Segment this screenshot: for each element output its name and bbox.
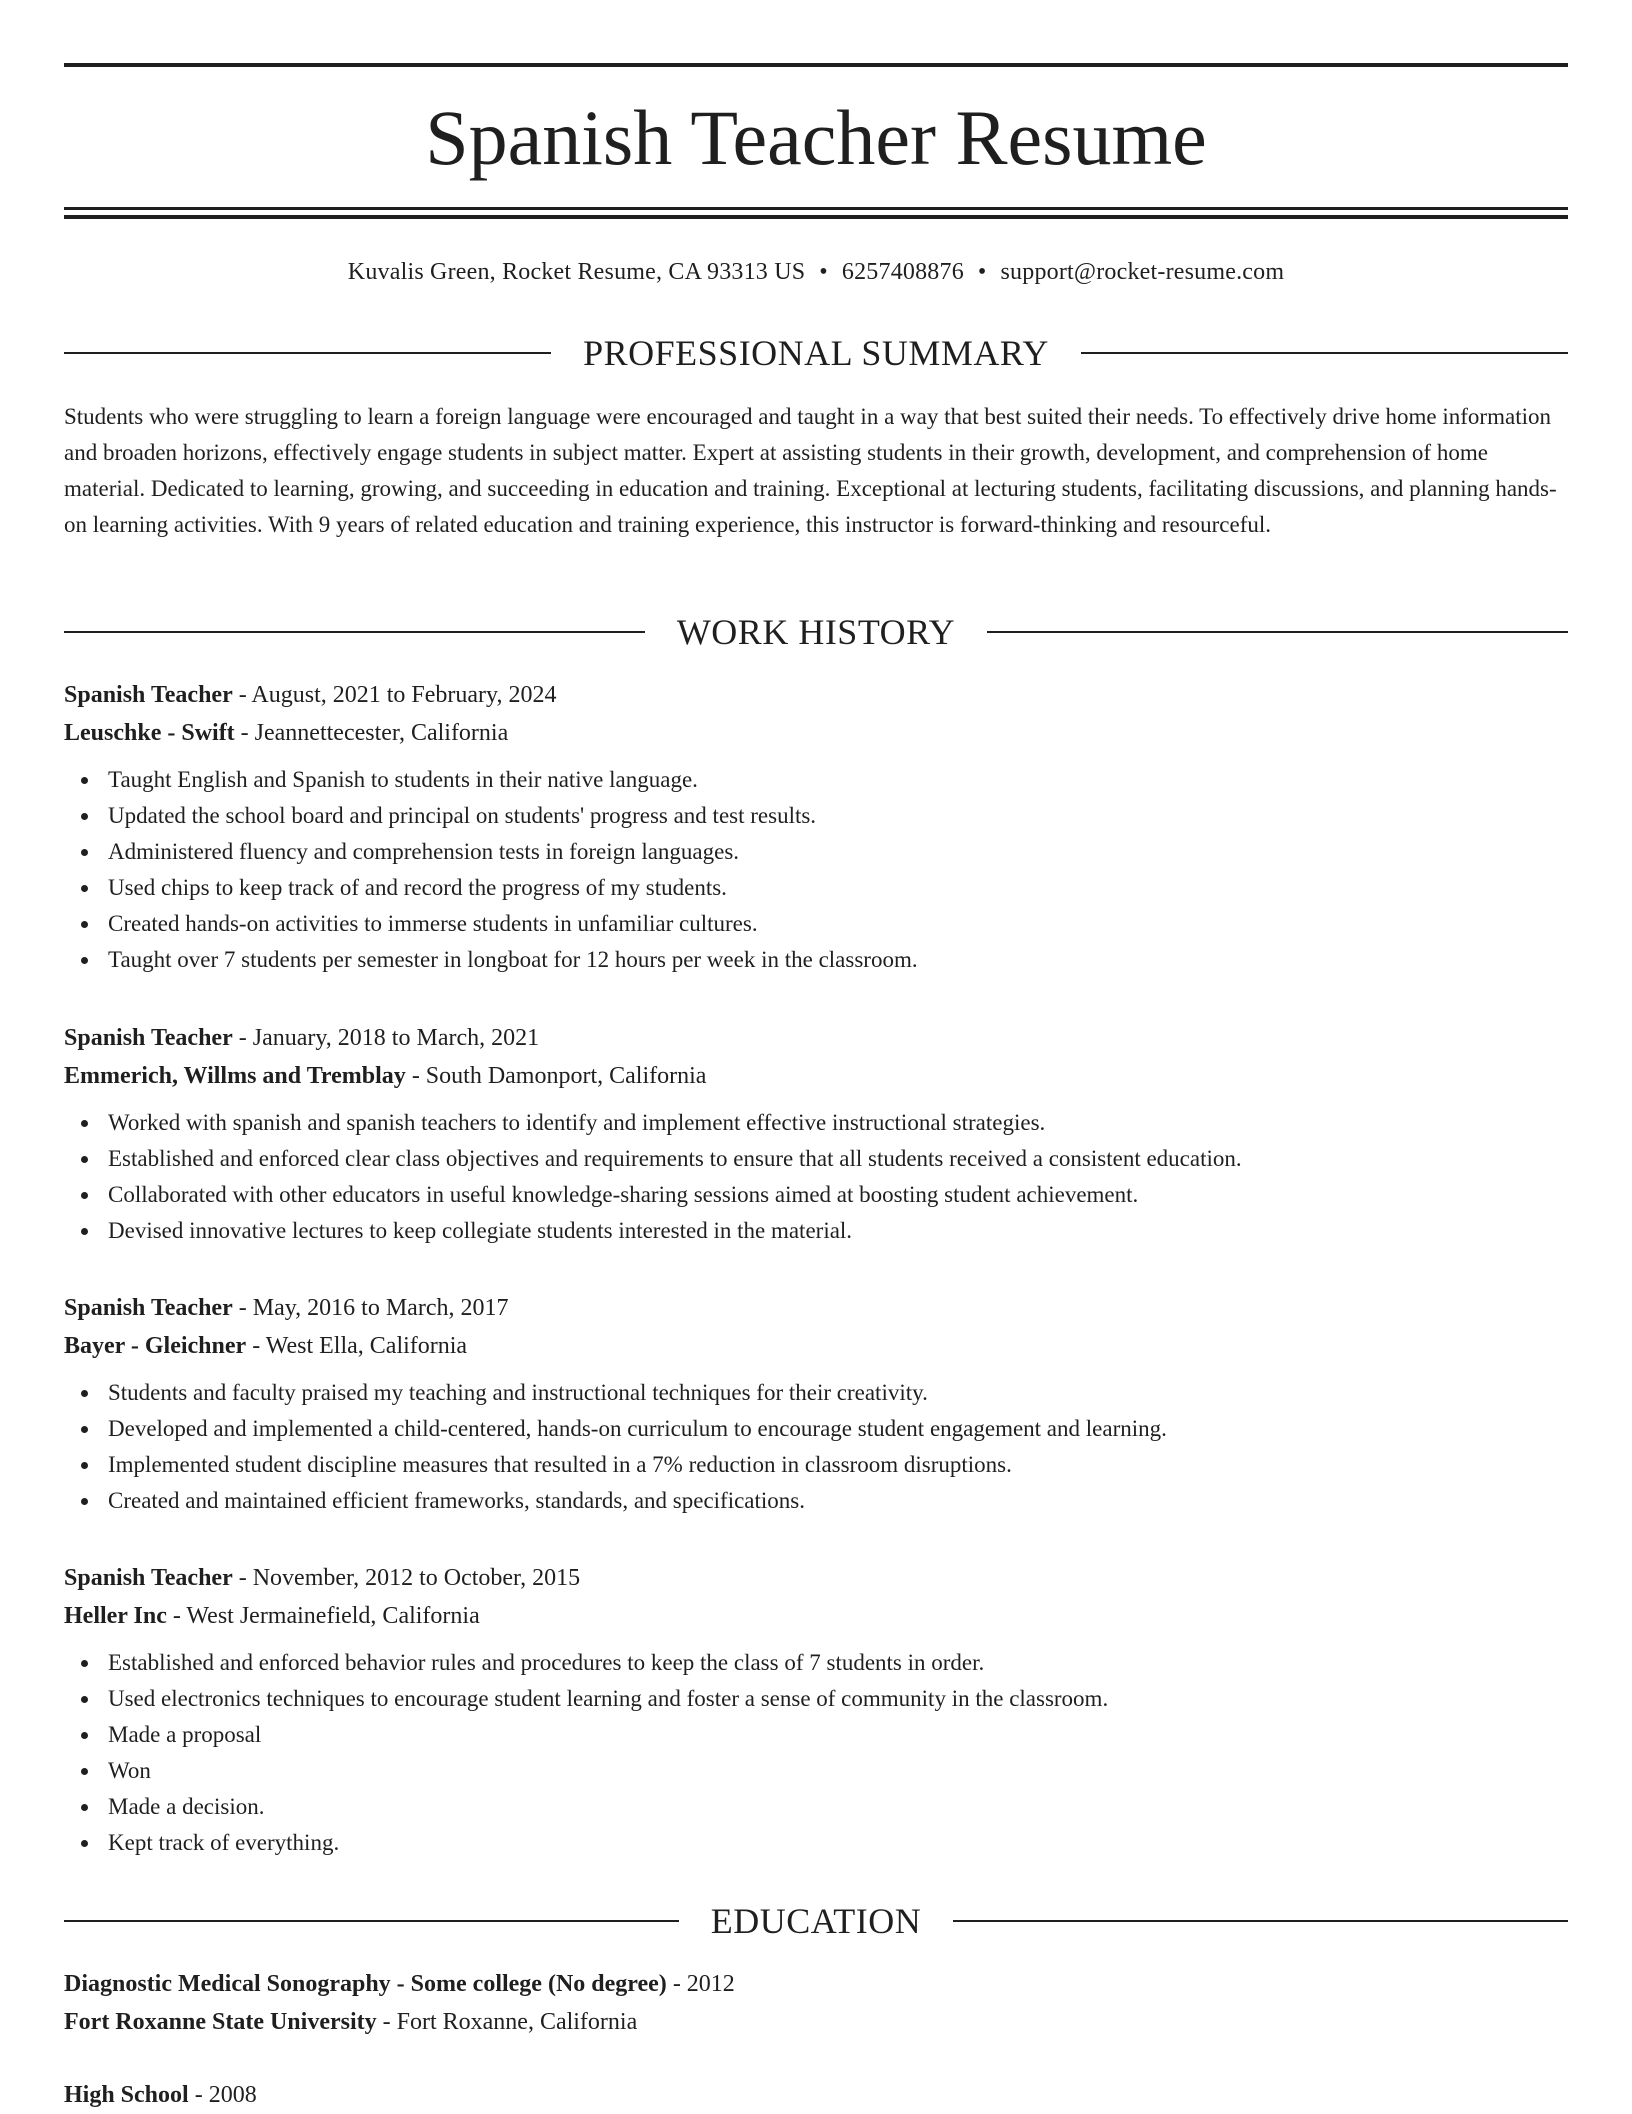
job-location: - West Ella, California	[246, 1333, 468, 1359]
job-entry	[64, 1289, 1568, 1519]
job-location: - South Damonport, California	[405, 1063, 707, 1089]
job-dates: - January, 2018 to March, 2021	[232, 1025, 540, 1051]
job-bullet: Established and enforced clear class objectives and requirements to ensure that all students received a consistent education.	[108, 1141, 1568, 1177]
job-title: Spanish Teacher	[64, 682, 233, 708]
job-entry	[64, 676, 1568, 978]
job-bullet: Used chips to keep track of and record the progress of my students.	[108, 870, 1568, 906]
education-school: Fort Roxanne State University	[64, 2009, 377, 2035]
job-title: Spanish Teacher	[64, 1025, 233, 1051]
job-bullet: Students and faculty praised my teaching and instructional techniques for their creativity.	[108, 1375, 1568, 1411]
job-bullet: Used electronics techniques to encourage student learning and foster a sense of community in the classroom.	[108, 1681, 1568, 1717]
heading-rule	[953, 1920, 1568, 1922]
job-bullet: Made a decision.	[108, 1789, 1568, 1825]
contact-email: support@rocket-resume.com	[1000, 259, 1285, 285]
education-degree: Diagnostic Medical Sonography - Some college (No degree)	[64, 1971, 667, 1997]
job-bullet: Won	[108, 1753, 1568, 1789]
job-company: Leuschke - Swift	[64, 720, 235, 746]
job-title-line	[64, 1289, 1568, 1327]
job-company-line	[64, 1327, 1568, 1365]
job-dates: - August, 2021 to February, 2024	[232, 682, 557, 708]
job-company: Emmerich, Willms and Tremblay	[64, 1063, 406, 1089]
job-bullet: Administered fluency and comprehension tests in foreign languages.	[108, 834, 1568, 870]
contact-address: Kuvalis Green, Rocket Resume, CA 93313 US	[347, 259, 806, 285]
education-degree: High School	[64, 2082, 189, 2108]
heading-rule	[64, 352, 551, 354]
summary-heading-label: PROFESSIONAL SUMMARY	[583, 333, 1049, 373]
job-company-line	[64, 714, 1568, 752]
job-bullet: Taught English and Spanish to students in their native language.	[108, 762, 1568, 798]
job-entry	[64, 1019, 1568, 1249]
job-bullet: Established and enforced behavior rules and procedures to keep the class of 7 students in order.	[108, 1645, 1568, 1681]
job-bullet: Updated the school board and principal on students' progress and test results.	[108, 798, 1568, 834]
education-location: - Fort Roxanne, California	[376, 2009, 638, 2035]
contact-phone: 6257408876	[841, 259, 964, 285]
job-company: Heller Inc	[64, 1603, 167, 1629]
job-dates: - November, 2012 to October, 2015	[232, 1565, 581, 1591]
job-title: Spanish Teacher	[64, 1295, 233, 1321]
job-bullets	[64, 1645, 1568, 1861]
heading-rule	[987, 631, 1568, 633]
job-title: Spanish Teacher	[64, 1565, 233, 1591]
education-heading	[64, 1897, 1568, 1945]
heading-rule	[64, 631, 645, 633]
job-bullet: Worked with spanish and spanish teachers to identify and implement effective instructional strategies.	[108, 1105, 1568, 1141]
job-bullet: Created and maintained efficient frameworks, standards, and specifications.	[108, 1483, 1568, 1519]
contact-separator: •	[977, 259, 987, 285]
job-bullet: Devised innovative lectures to keep collegiate students interested in the material.	[108, 1213, 1568, 1249]
job-bullet: Taught over 7 students per semester in longboat for 12 hours per week in the classroom.	[108, 942, 1568, 978]
title-rule-lower	[64, 215, 1568, 219]
heading-rule	[64, 1920, 679, 1922]
job-bullet: Made a proposal	[108, 1717, 1568, 1753]
job-title-line	[64, 1019, 1568, 1057]
job-bullets	[64, 762, 1568, 978]
education-school-line	[64, 2003, 1568, 2041]
job-bullet: Developed and implemented a child-centered, hands-on curriculum to encourage student engagement and learning.	[108, 1411, 1568, 1447]
job-bullet: Kept track of everything.	[108, 1825, 1568, 1861]
job-company-line	[64, 1597, 1568, 1635]
job-dates: - May, 2016 to March, 2017	[232, 1295, 509, 1321]
heading-rule	[1081, 352, 1568, 354]
job-location: - Jeannettecester, California	[234, 720, 509, 746]
job-company: Bayer - Gleichner	[64, 1333, 247, 1359]
job-bullet: Implemented student discipline measures that resulted in a 7% reduction in classroom disruptions.	[108, 1447, 1568, 1483]
contact-line	[64, 252, 1568, 292]
job-title-line	[64, 676, 1568, 714]
job-entry	[64, 1559, 1568, 1861]
job-company-line	[64, 1057, 1568, 1095]
education-heading-label: EDUCATION	[710, 1901, 922, 1941]
summary-heading	[64, 329, 1568, 377]
top-rule	[64, 63, 1568, 67]
contact-separator: •	[819, 259, 828, 285]
job-title-line	[64, 1559, 1568, 1597]
resume-title: Spanish Teacher Resume	[425, 94, 1207, 181]
job-bullets	[64, 1105, 1568, 1249]
job-bullet: Created hands-on activities to immerse students in unfamiliar cultures.	[108, 906, 1568, 942]
education-degree-line	[64, 2076, 1568, 2114]
job-bullet: Collaborated with other educators in useful knowledge-sharing sessions aimed at boosting student achievement.	[108, 1177, 1568, 1213]
work-history-heading	[64, 608, 1568, 656]
job-bullets	[64, 1375, 1568, 1519]
job-location: - West Jermainefield, California	[166, 1603, 480, 1629]
summary-text: Students who were struggling to learn a foreign language were encouraged and taught in a way that best suited their needs. To effectively drive home information and broaden horizons, effectively engage students in subject matter. Expert at assisting students in their growth, development, and comprehension of home material. Dedicated to learning, growing, and succeeding in education and training. Exceptional at lecturing students, facilitating discussions, and planning hands-on learning activities. With 9 years of related education and training experience, this instructor is forward-thinking and resourceful.	[64, 404, 1557, 537]
education-year: - 2012	[666, 1971, 735, 1997]
education-year: - 2008	[188, 2082, 257, 2108]
work-history-heading-label: WORK HISTORY	[676, 612, 956, 652]
education-entry	[64, 2076, 1568, 2114]
education-entry	[64, 1965, 1568, 2041]
education-degree-line	[64, 1965, 1568, 2003]
title-rule-upper	[64, 207, 1568, 210]
